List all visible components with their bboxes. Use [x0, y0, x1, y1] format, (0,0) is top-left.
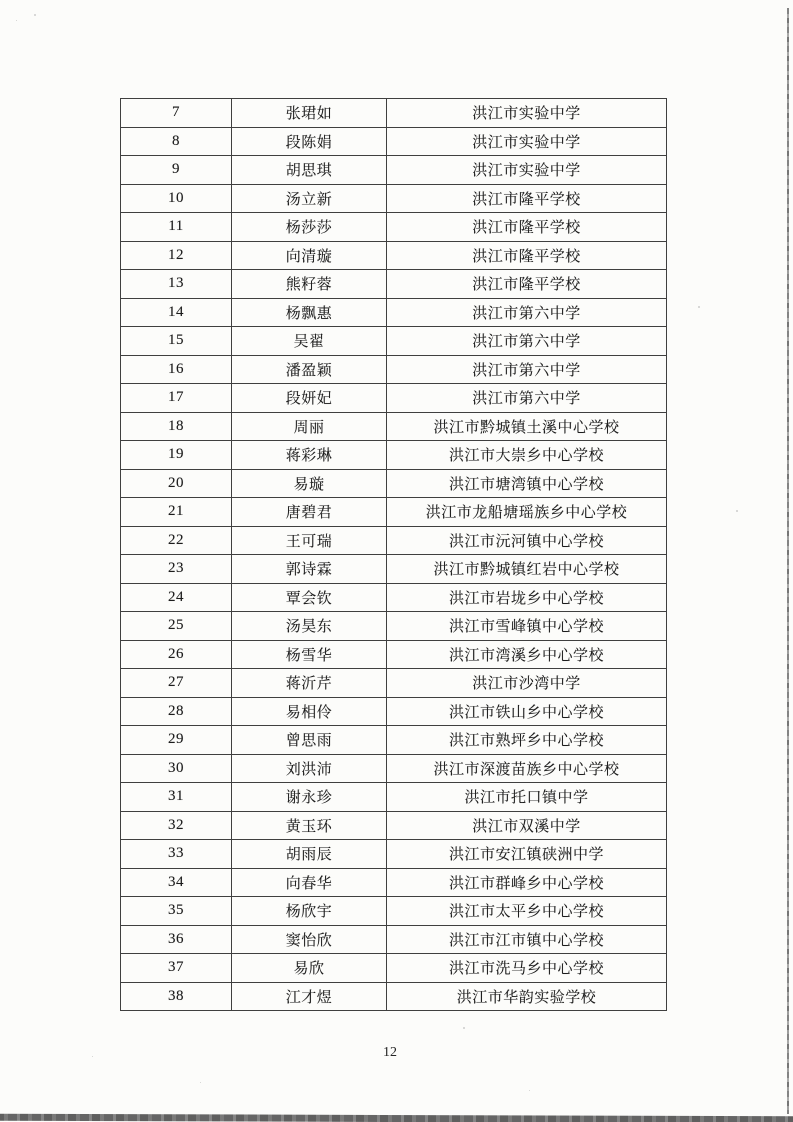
school-cell: 洪江市实验中学 — [387, 156, 667, 185]
name-cell: 杨莎莎 — [232, 213, 387, 242]
rank-cell: 17 — [121, 384, 232, 413]
name-cell: 段陈娟 — [232, 127, 387, 156]
school-cell: 洪江市黔城镇红岩中心学校 — [387, 555, 667, 584]
rank-cell: 16 — [121, 355, 232, 384]
table-row — [121, 441, 667, 470]
school-cell: 洪江市沙湾中学 — [387, 669, 667, 698]
name-cell: 窦怡欣 — [232, 925, 387, 954]
rank-cell: 25 — [121, 612, 232, 641]
table-row — [121, 954, 667, 983]
rank-cell: 11 — [121, 213, 232, 242]
name-cell: 周丽 — [232, 412, 387, 441]
rank-cell: 27 — [121, 669, 232, 698]
table-row — [121, 127, 667, 156]
name-cell: 杨雪华 — [232, 640, 387, 669]
name-cell: 向清璇 — [232, 241, 387, 270]
table-row — [121, 99, 667, 128]
rank-cell: 19 — [121, 441, 232, 470]
name-cell: 刘洪沛 — [232, 754, 387, 783]
name-cell: 潘盈颖 — [232, 355, 387, 384]
rank-cell: 7 — [121, 99, 232, 128]
school-cell: 洪江市雪峰镇中心学校 — [387, 612, 667, 641]
school-cell: 洪江市龙船塘瑶族乡中心学校 — [387, 498, 667, 527]
rank-cell: 38 — [121, 982, 232, 1011]
school-cell: 洪江市第六中学 — [387, 298, 667, 327]
table-row — [121, 526, 667, 555]
name-cell: 王可瑞 — [232, 526, 387, 555]
table-row — [121, 726, 667, 755]
table-row — [121, 868, 667, 897]
school-cell: 洪江市隆平学校 — [387, 184, 667, 213]
name-cell: 覃会钦 — [232, 583, 387, 612]
table-row — [121, 754, 667, 783]
school-cell: 洪江市黔城镇土溪中心学校 — [387, 412, 667, 441]
table-row — [121, 555, 667, 584]
table-row — [121, 384, 667, 413]
rank-cell: 37 — [121, 954, 232, 983]
table-row — [121, 583, 667, 612]
scan-speck — [200, 1082, 201, 1083]
name-cell: 江才煜 — [232, 982, 387, 1011]
name-cell: 唐碧君 — [232, 498, 387, 527]
scan-speck — [463, 1027, 465, 1029]
school-cell: 洪江市双溪中学 — [387, 811, 667, 840]
school-cell: 洪江市沅河镇中心学校 — [387, 526, 667, 555]
name-cell: 段妍妃 — [232, 384, 387, 413]
school-cell: 洪江市隆平学校 — [387, 241, 667, 270]
rank-cell: 24 — [121, 583, 232, 612]
rank-cell: 23 — [121, 555, 232, 584]
rank-cell: 14 — [121, 298, 232, 327]
rank-cell: 30 — [121, 754, 232, 783]
table-row — [121, 270, 667, 299]
scan-speck — [736, 510, 738, 512]
school-cell: 洪江市湾溪乡中心学校 — [387, 640, 667, 669]
name-cell: 黄玉环 — [232, 811, 387, 840]
table-row — [121, 897, 667, 926]
rank-cell: 8 — [121, 127, 232, 156]
school-cell: 洪江市隆平学校 — [387, 213, 667, 242]
name-cell: 汤立新 — [232, 184, 387, 213]
table-row — [121, 811, 667, 840]
rank-cell: 29 — [121, 726, 232, 755]
school-cell: 洪江市群峰乡中心学校 — [387, 868, 667, 897]
school-cell: 洪江市实验中学 — [387, 127, 667, 156]
name-cell: 向春华 — [232, 868, 387, 897]
rank-cell: 22 — [121, 526, 232, 555]
name-cell: 胡思琪 — [232, 156, 387, 185]
roster-table-body — [121, 99, 667, 1011]
school-cell: 洪江市太平乡中心学校 — [387, 897, 667, 926]
table-row — [121, 669, 667, 698]
school-cell: 洪江市大崇乡中心学校 — [387, 441, 667, 470]
name-cell: 谢永珍 — [232, 783, 387, 812]
table-row — [121, 783, 667, 812]
school-cell: 洪江市第六中学 — [387, 355, 667, 384]
name-cell: 吴翟 — [232, 327, 387, 356]
scan-speck — [529, 1090, 530, 1091]
rank-cell: 13 — [121, 270, 232, 299]
table-row — [121, 213, 667, 242]
name-cell: 曾思雨 — [232, 726, 387, 755]
rank-cell: 15 — [121, 327, 232, 356]
rank-cell: 21 — [121, 498, 232, 527]
school-cell: 洪江市隆平学校 — [387, 270, 667, 299]
school-cell: 洪江市江市镇中心学校 — [387, 925, 667, 954]
table-row — [121, 184, 667, 213]
scan-speck — [34, 14, 36, 16]
rank-cell: 31 — [121, 783, 232, 812]
school-cell: 洪江市岩垅乡中心学校 — [387, 583, 667, 612]
school-cell: 洪江市熟坪乡中心学校 — [387, 726, 667, 755]
rank-cell: 12 — [121, 241, 232, 270]
rank-cell: 18 — [121, 412, 232, 441]
scan-speck — [92, 1056, 93, 1057]
table-row — [121, 327, 667, 356]
rank-cell: 36 — [121, 925, 232, 954]
name-cell: 易相伶 — [232, 697, 387, 726]
school-cell: 洪江市托口镇中学 — [387, 783, 667, 812]
name-cell: 汤昊东 — [232, 612, 387, 641]
scan-speck — [16, 20, 17, 21]
name-cell: 杨飘惠 — [232, 298, 387, 327]
school-cell: 洪江市深渡苗族乡中心学校 — [387, 754, 667, 783]
name-cell: 蒋彩琳 — [232, 441, 387, 470]
rank-cell: 10 — [121, 184, 232, 213]
table-row — [121, 697, 667, 726]
scan-speck — [698, 306, 700, 308]
name-cell: 郭诗霖 — [232, 555, 387, 584]
rank-cell: 20 — [121, 469, 232, 498]
table-row — [121, 241, 667, 270]
table-row — [121, 982, 667, 1011]
scan-edge-bottom — [0, 1114, 793, 1122]
name-cell: 杨欣宇 — [232, 897, 387, 926]
school-cell: 洪江市洗马乡中心学校 — [387, 954, 667, 983]
school-cell: 洪江市第六中学 — [387, 327, 667, 356]
school-cell: 洪江市塘湾镇中心学校 — [387, 469, 667, 498]
table-row — [121, 355, 667, 384]
rank-cell: 34 — [121, 868, 232, 897]
school-cell: 洪江市铁山乡中心学校 — [387, 697, 667, 726]
table-row — [121, 840, 667, 869]
student-roster-table — [120, 98, 667, 1011]
page-number: 12 — [383, 1045, 397, 1060]
name-cell: 张珺如 — [232, 99, 387, 128]
name-cell: 胡雨辰 — [232, 840, 387, 869]
table-row — [121, 640, 667, 669]
rank-cell: 33 — [121, 840, 232, 869]
rank-cell: 35 — [121, 897, 232, 926]
school-cell: 洪江市安江镇硖洲中学 — [387, 840, 667, 869]
table-row — [121, 298, 667, 327]
rank-cell: 28 — [121, 697, 232, 726]
name-cell: 易欣 — [232, 954, 387, 983]
table-row — [121, 498, 667, 527]
table-row — [121, 412, 667, 441]
rank-cell: 9 — [121, 156, 232, 185]
table-row — [121, 469, 667, 498]
rank-cell: 26 — [121, 640, 232, 669]
table-row — [121, 156, 667, 185]
table-row — [121, 925, 667, 954]
table-row — [121, 612, 667, 641]
school-cell: 洪江市第六中学 — [387, 384, 667, 413]
scan-edge-right — [787, 8, 789, 1114]
name-cell: 易璇 — [232, 469, 387, 498]
name-cell: 熊籽蓉 — [232, 270, 387, 299]
rank-cell: 32 — [121, 811, 232, 840]
school-cell: 洪江市实验中学 — [387, 99, 667, 128]
school-cell: 洪江市华韵实验学校 — [387, 982, 667, 1011]
name-cell: 蒋沂芹 — [232, 669, 387, 698]
